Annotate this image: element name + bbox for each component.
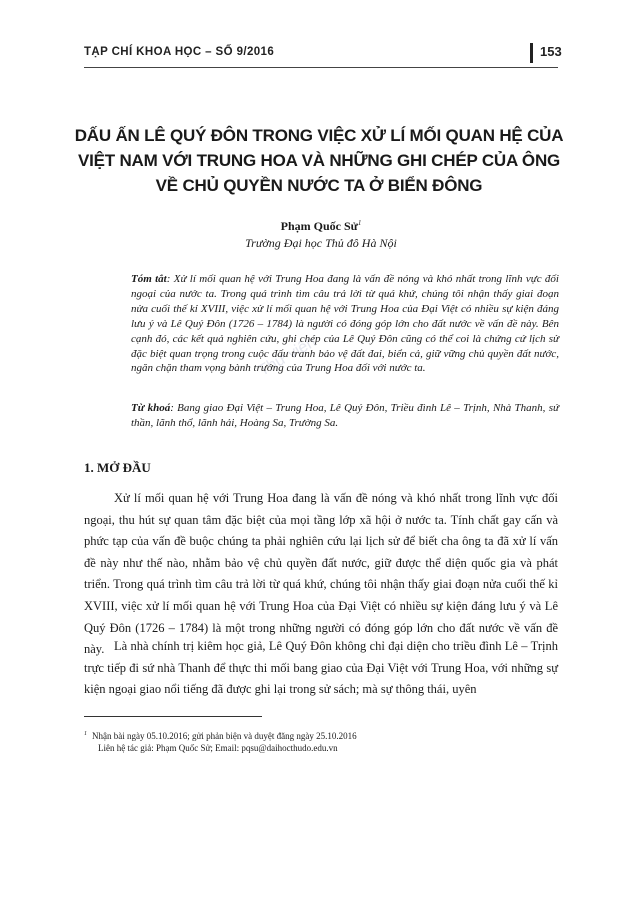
body-paragraph: Xử lí mối quan hệ với Trung Hoa đang là vấn đề nóng và khó nhất trong lĩnh vực đối ngoại, thu hút sự quan tâm đặc biệt của mọi tầng lớp xã hội ở nước ta. Tính chất gay cấn và phức tạp của vấn đề buộc chúng ta phải nghiên cứu lại lịch sử để biết cha ông ta đã xử lí vấn đề này như thế nào, nhằm bảo vệ chủ quyền đất nước, giữ được thể diện quốc gia và phát triển. Trong quá trình tìm câu trả lời từ quá khứ, chúng tôi nhận thấy giai đoạn nửa cuối thế kỉ XVIII, việc xử lí mối quan hệ với Trung Hoa của Đại Việt có nhiều sự kiện đáng lưu ý và Lê Quý Đôn (1726 – 1784) là một trong những người có đóng góp lớn cho đất nước về vấn đề này. <box>84 491 558 657</box>
abstract <box>131 272 559 376</box>
watermark: Thư viện <box>255 333 319 380</box>
footnote-mark: 1 <box>84 731 87 737</box>
abstract-label: Tóm tắt <box>131 273 167 285</box>
footnote-received: Nhận bài ngày 05.10.2016; gửi phản biện và duyệt đăng ngày 25.10.2016 <box>92 731 357 741</box>
header-rule <box>84 67 558 68</box>
author-line <box>84 219 558 234</box>
footnote-contact: Liên hệ tác giả: Phạm Quốc Sử; Email: pqsu@daihocthudo.edu.vn <box>98 743 338 753</box>
header-separator <box>530 43 533 63</box>
article-title: DẤU ẤN LÊ QUÝ ĐÔN TRONG VIỆC XỬ LÍ MỐI QUAN HỆ CỦA VIỆT NAM VỚI TRUNG HOA VÀ NHỮNG GHI CHÉP CỦA ÔNG VỀ CHỦ QUYỀN NƯỚC TA Ở BIỂN ĐÔNG <box>74 126 564 195</box>
page-number: 153 <box>540 44 562 59</box>
author-affiliation: Trường Đại học Thủ đô Hà Nội <box>245 236 397 250</box>
keywords-label: Từ khoá <box>131 402 171 414</box>
footnote-line-1 <box>84 728 558 742</box>
keywords <box>131 401 559 431</box>
keywords-text: : Bang giao Đại Việt – Trung Hoa, Lê Quý Đôn, Triều đình Lê – Trịnh, Nhà Thanh, sứ thần, lãnh thổ, lãnh hải, Hoàng Sa, Trường Sa. <box>131 402 559 429</box>
running-header <box>84 44 562 64</box>
journal-name: TẠP CHÍ KHOA HỌC – SỐ 9/2016 <box>84 46 275 58</box>
footnote-rule <box>84 716 262 717</box>
body-paragraph: Là nhà chính trị kiêm học giả, Lê Quý Đôn không chỉ đại diện cho triều đình Lê – Trịnh trực tiếp đi sứ nhà Thanh để thực thi mối bang giao của Đại Việt với Trung Hoa, với những sự kiện ngoại giao nổi tiếng đã được ghi lại trong sử sách; mà sự thông thái, uyên <box>84 639 558 697</box>
abstract-text: : Xử lí mối quan hệ với Trung Hoa đang là vấn đề nóng và khó nhất trong lĩnh vực đối ngoại của nước ta. Trong quá trình tìm câu trả lời từ quá khứ, chúng tôi nhận thấy giai đoạn nửa cuối thế kỉ XVIII, việc xử lí mối quan hệ với Trung Hoa của Đại Việt có nhiều sự kiện đáng lưu ý và Lê Quý Đôn (1726 – 1784) là người có đóng góp lớn cho đất nước về vấn đề này. Bên cạnh đó, các kết quả nghiên cứu, ghi chép của Lê Quý Đôn cũng có thể coi là chứng cứ lịch sử đặc biệt quan trọng trong cuộc đấu tranh bảo vệ đất đai, biển cả, giữ vững chủ quyền đất nước, ngăn chặn tham vọng bành trướng của Trung Hoa đối với nước ta. <box>131 273 559 375</box>
footnote <box>84 728 558 754</box>
author-name: Phạm Quốc Sử <box>280 219 358 233</box>
author-footnote-mark: 1 <box>357 219 362 227</box>
section-heading: 1. MỞ ĐẦU <box>84 460 151 475</box>
